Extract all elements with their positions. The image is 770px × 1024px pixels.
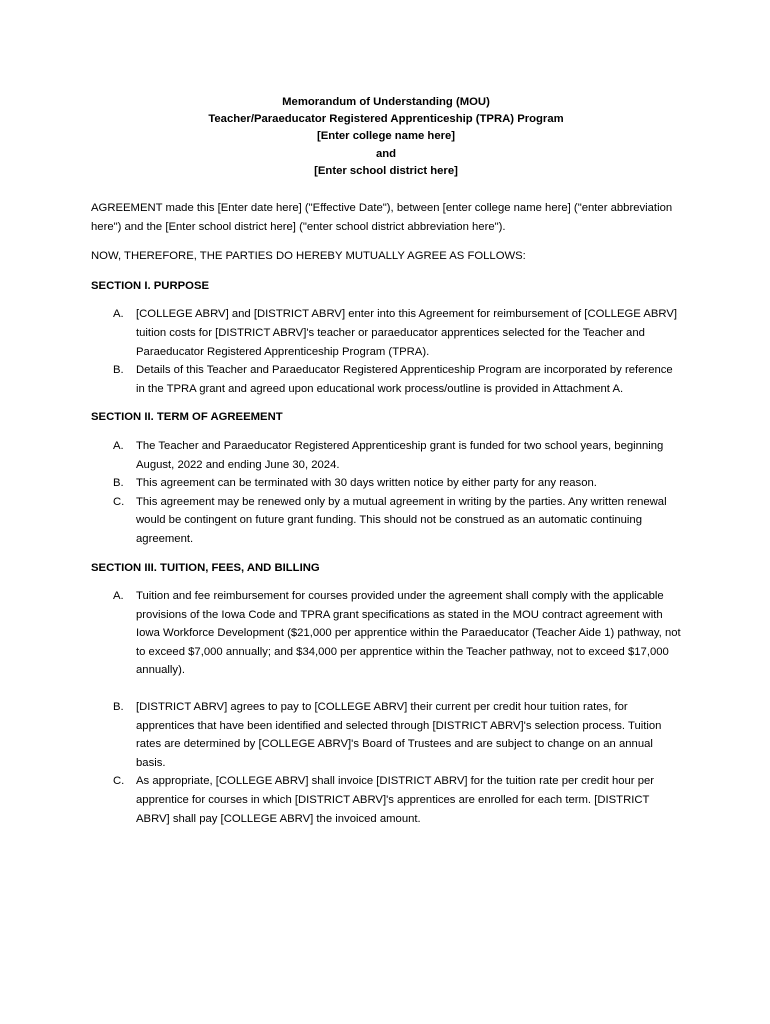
item-marker: A. [113,439,124,452]
item-text: [COLLEGE ABRV] and [DISTRICT ABRV] enter into this Agreement for reimbursement of [COLLEGE ABRV] tuition costs for [DISTRICT ABRV]'s teacher or paraeducator apprentices selected for the Teacher and Paraeducator Registered Apprenticeship Program (TPRA). [136,308,678,358]
item-marker: A. [113,590,124,603]
therefore-paragraph: NOW, THEREFORE, THE PARTIES DO HEREBY MUTUALLY AGREE AS FOLLOWS: [91,250,526,263]
item-text: As appropriate, [COLLEGE ABRV] shall invoice [DISTRICT ABRV] for the tuition rate per credit hour per apprentice for courses in which [DISTRICT ABRV]'s apprentices are enrolled for each term. [DISTRICT ABRV] shall pay [COLLEGE ABRV] the invoiced amount. [136,775,655,825]
section-term [91,408,681,548]
section-purpose [91,277,681,399]
item-text: [DISTRICT ABRV] agrees to pay to [COLLEGE ABRV] their current per credit hour tuition rates, for apprentices that have been identified and selected through [DISTRICT ABRV]'s selection process. Tuition rates are determined by [COLLEGE ABRV]'s Board of Trustees and are subject to change on an annual basis. [136,701,662,769]
item-text: The Teacher and Paraeducator Registered Apprenticeship grant is funded for two school years, beginning August, 2022 and ending June 30, 2024. [136,439,664,471]
list-item [91,698,681,772]
list-item [91,361,681,398]
item-marker: B. [113,477,124,490]
item-text: This agreement can be terminated with 30 days written notice by either party for any reason. [136,477,597,490]
section-heading: SECTION II. TERM OF AGREEMENT [91,411,283,424]
item-list [91,437,681,549]
agreement-paragraph: AGREEMENT made this [Enter date here] ("Effective Date"), between [enter college name here] ("enter abbreviation here") and the [Enter school district here] ("enter school district abbreviation here"). [91,202,673,233]
title-line-program: Teacher/Paraeducator Registered Apprenticeship (TPRA) Program [208,113,564,126]
item-text: Tuition and fee reimbursement for courses provided under the agreement shall comply with the applicable provisions of the Iowa Code and TPRA grant specifications as stated in the MOU contract agreement with Iowa Workforce Development ($21,000 per apprentice within the Paraeducator (Teacher Aide 1) pathway, not to exceed $7,000 annually; and $34,000 per apprentice within the Teacher pathway, not to exceed $17,000 annually). [136,590,681,677]
item-marker: B. [113,701,124,714]
title-line-mou: Memorandum of Understanding (MOU) [282,96,490,108]
item-text: This agreement may be renewed only by a mutual agreement in writing by the parties. Any written renewal would be contingent on future grant funding. This should not be construed as an automatic continuing agreement. [136,495,667,545]
list-item [91,305,681,361]
item-marker: B. [113,364,124,377]
document-page [91,94,681,838]
list-item [91,587,681,680]
list-item [91,474,681,493]
title-line-district: [Enter school district here] [314,164,458,177]
item-text: Details of this Teacher and Paraeducator Registered Apprenticeship Program are incorporated by reference in the TPRA grant and agreed upon educational work process/outline is provided in Attachment A. [136,364,673,395]
title-line-college: [Enter college name here] [316,130,456,143]
item-marker: C. [113,775,125,788]
document-title [91,94,681,180]
list-item [91,437,681,474]
item-marker: A. [113,308,124,321]
section-heading: SECTION III. TUITION, FEES, AND BILLING [91,561,320,574]
list-item [91,772,681,828]
section-tuition [91,559,681,829]
list-item [91,493,681,549]
item-marker: C. [113,495,125,508]
section-heading: SECTION I. PURPOSE [91,279,210,292]
title-line-and: and [375,147,397,160]
item-list [91,587,681,828]
item-list [91,305,681,398]
